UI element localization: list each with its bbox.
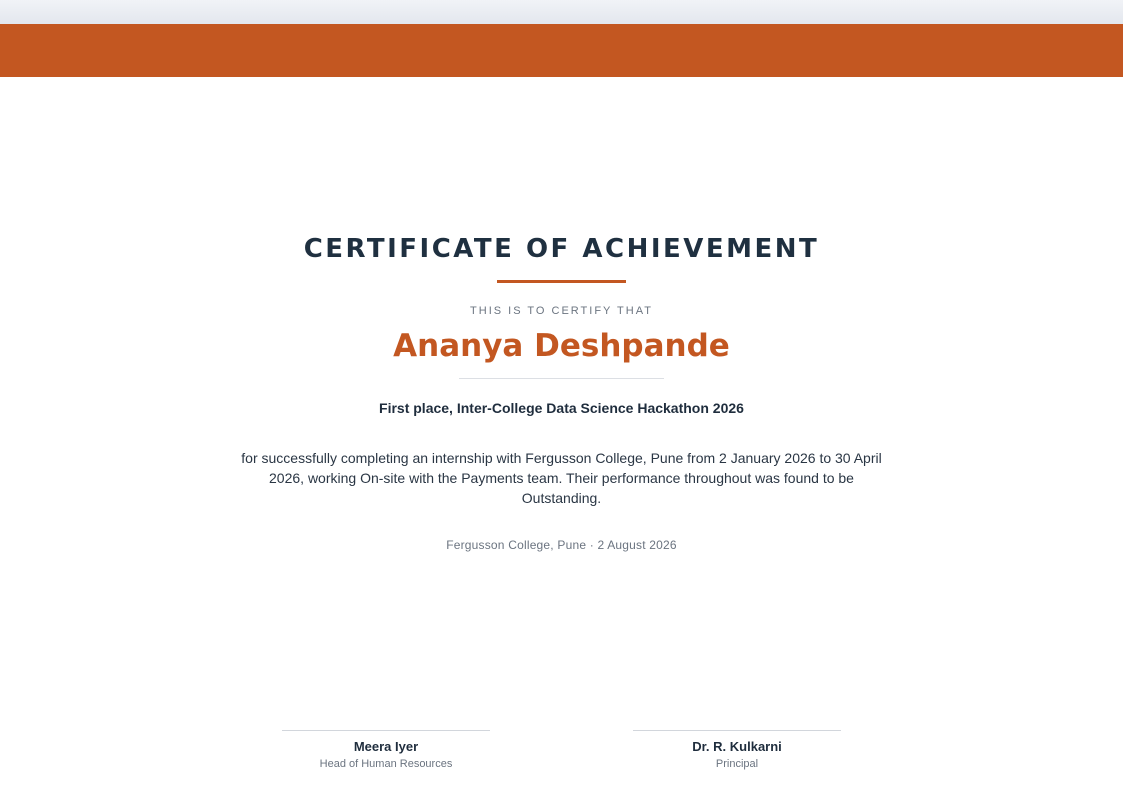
- certificate-description: for successfully completing an internship with Fergusson College, Pune from 2 January 2026 to 30 April 2026, working On-site with the Payments team. Their performance throughout was found to be Outstanding.: [241, 450, 882, 506]
- title-underline: [497, 280, 626, 283]
- certificate-body: [0, 232, 1123, 553]
- signatory-name: Dr. R. Kulkarni: [692, 739, 782, 754]
- achievement-line: First place, Inter-College Data Science Hackathon 2026: [379, 400, 744, 416]
- certificate-title: CERTIFICATE OF ACHIEVEMENT: [303, 234, 820, 264]
- certify-line: THIS IS TO CERTIFY THAT: [470, 305, 653, 317]
- recipient-name: Ananya Deshpande: [393, 328, 730, 364]
- header-accent-band: [0, 24, 1123, 77]
- signatory-role: Principal: [715, 758, 759, 770]
- top-strip: [0, 0, 1123, 24]
- name-divider: [459, 378, 664, 379]
- signature-block-left: [282, 730, 490, 771]
- place-and-date: Fergusson College, Pune · 2 August 2026: [446, 538, 677, 552]
- signatory-role: Head of Human Resources: [319, 758, 453, 770]
- signatory-name: Meera Iyer: [353, 739, 419, 754]
- signature-block-right: [633, 730, 841, 771]
